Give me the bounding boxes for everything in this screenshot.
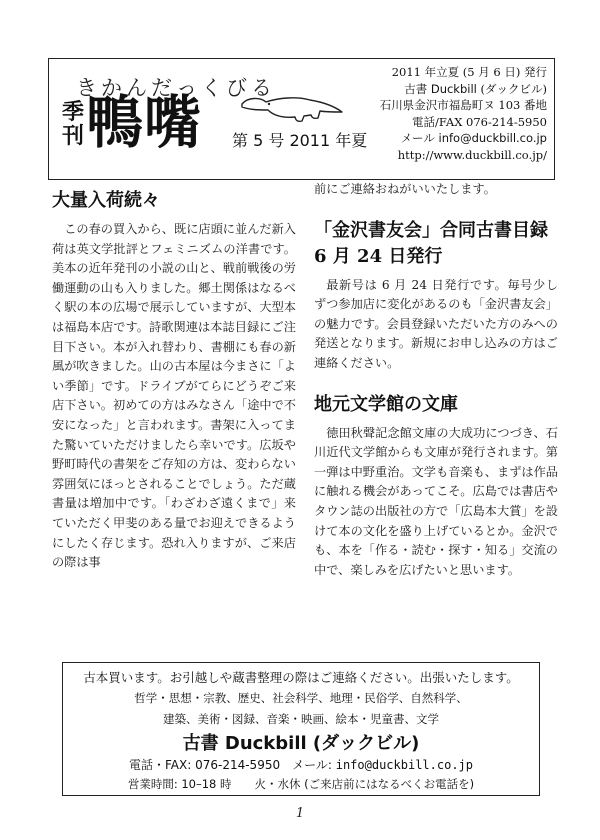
article-bunko-body: 徳田秋聲記念館文庫の大成功につづき、石川近代文学館からも文庫が発行されます。第一弾は中野重治。文学も音楽も、まずは作品に触れる機会があってこそ。広島では書店やタウン誌の出版社の方で「広島本大賞」を設けて本の文化を盛り上げているとか。金沢でも、本を「作る・読む・探す・知る」交流の中で、楽しみを広げたいと思います。 — [314, 425, 558, 577]
publisher-line — [380, 81, 547, 98]
ad-hours: 営業時間: 10–18 時 火・水休 (ご来店前にはなるべくお電話を) — [127, 777, 475, 791]
publication-date: 2011 年立夏 (5 月 6 日) 発行 — [391, 65, 547, 79]
address: 石川県金沢市福島町ヌ 103 番地 — [379, 98, 547, 112]
title-kana: きかんだっくびる — [76, 76, 276, 100]
heading-bulk-arrivals: 大量入荷続々 — [52, 190, 160, 211]
right-column — [314, 180, 558, 580]
ad-phone: 電話・FAX: 076-214-5950 メール: — [129, 758, 336, 772]
heading-local-literature-bunko: 地元文学館の文庫 — [314, 393, 458, 415]
article-bulk-arrivals-body: この春の買入から、既に店頭に並んだ新入荷は英文学批評とフェミニズムの洋書です。美本の近年発刊の小説の山と、戦前戦後の労働運動の山も入りました。郷土関係はなるべく駅の本の広場で展示していますが、大型本は福島本店です。詩歌関連は本誌目録にご注目下さい。本が入れ替わり、書棚にも春の新風が吹きました。山の古本屋は今まさに「よい季節」です。ドライブがてらにどうぞご来店下さい。初めての方はみなさん「途中で不安になった」と言われます。書架に入ってまた驚いていただけましたら幸いです。広坂や野町時代の書架をご存知の方は、変わらない雰囲気にほっとされることでしょう。ただ蔵書量は増加中です。「わざわざ遠くまで」来ていただく甲斐のある量でお迎えできるようにしたく存じます。恐れ入りますが、ご来店の際は事 — [52, 222, 296, 570]
email-label: メール — [400, 131, 439, 145]
ad-shop-name: 古書 Duckbill (ダックビル) — [182, 733, 420, 754]
platypus-logo-icon — [240, 88, 344, 126]
email-link[interactable]: info@duckbill.co.jp — [438, 131, 547, 145]
article-shoyukai-body: 最新号は 6 月 24 日発行です。毎号少しずつ参加店に変化があるのも「金沢書友会」の魅力です。会員登録いただいた方のみへの発送となります。新規にお申し込みの方はご連絡ください。 — [314, 277, 558, 370]
phone-fax: 電話/FAX 076-214-5950 — [412, 114, 547, 129]
ad-buying-notice: 古本買います。お引越しや蔵書整理の際はご連絡ください。出張いたします。 — [83, 670, 519, 685]
ad-genres-line1: 哲学・思想・宗教、歴史、社会科学、地理・民俗学、自然科学、 — [134, 691, 468, 705]
page-number: 1 — [295, 806, 305, 821]
title-kikan: 季刊 — [61, 99, 84, 149]
publication-info — [380, 64, 547, 163]
website-link[interactable]: http://www.duckbill.co.jp/ — [397, 147, 547, 162]
ad-contact — [63, 756, 539, 773]
shop-advertisement — [62, 662, 540, 796]
heading-shoyukai-line1: 「金沢書友会」合同古書目録 — [314, 219, 548, 241]
issue-label: 第 5 号 2011 年夏 — [232, 131, 368, 150]
heading-shoyukai-catalog — [314, 218, 558, 270]
ad-genres-line2: 建築、美術・図録、音楽・映画、絵本・児童書、文学 — [163, 712, 439, 726]
publisher-suffix: (ダックビル) — [476, 81, 547, 96]
publisher-name: Duckbill — [430, 81, 477, 96]
publisher-prefix: 古書 — [404, 81, 431, 96]
left-column — [52, 188, 296, 573]
newsletter-title: 鴨嘴 — [86, 89, 202, 156]
article-bulk-arrivals-continued: 前にご連絡おねがいいたします。 — [314, 182, 496, 196]
heading-shoyukai-line2: 6 月 24 日発行 — [314, 245, 443, 267]
ad-email-link[interactable]: info@duckbill.co.jp — [335, 758, 473, 772]
email-line — [380, 130, 547, 147]
